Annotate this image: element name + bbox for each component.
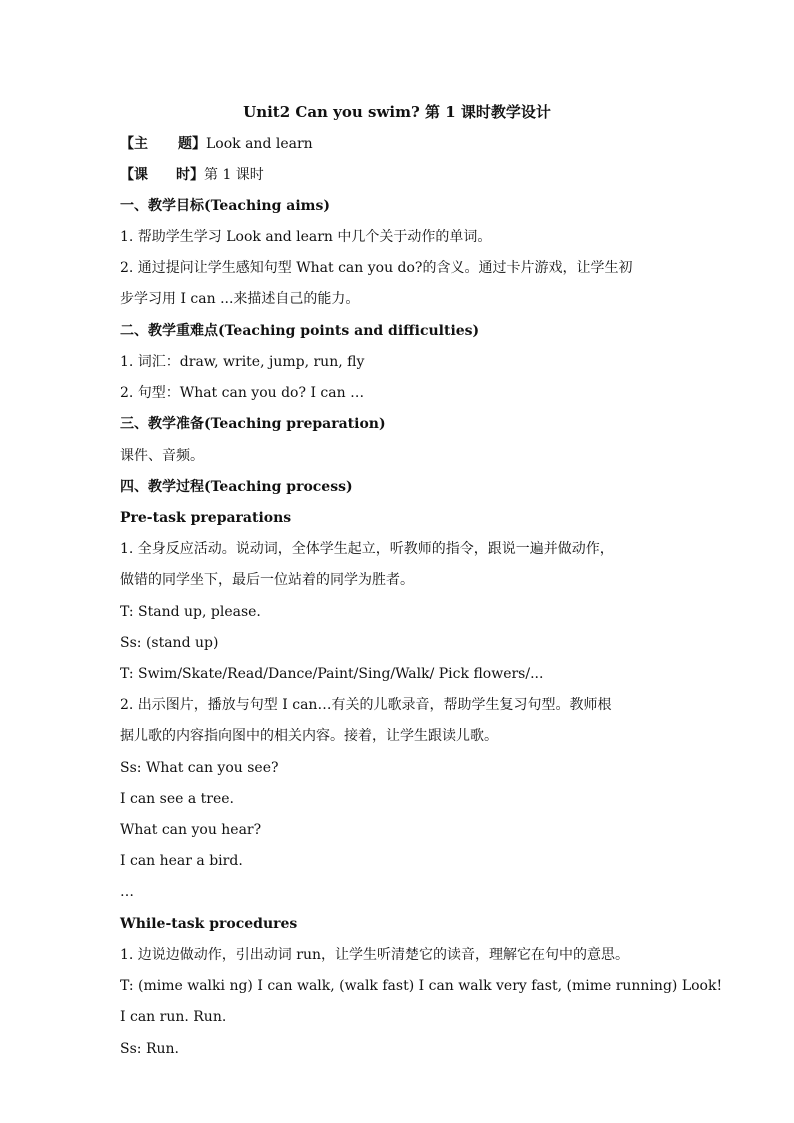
prep-text: 课件、音频。	[120, 448, 204, 464]
aim-2-line-1: 2. 通过提问让学生感知句型 What can you do?的含义。通过卡片游戏，让学生初	[120, 260, 633, 276]
aim-2-line-2: 步学习用 I can ...来描述自己的能力。	[120, 291, 360, 307]
pre-ellipsis: …	[120, 884, 134, 900]
pre-teacher-1: T: Stand up, please.	[120, 604, 261, 620]
period-label-b: 时】	[176, 167, 204, 183]
pre-1-line-1: 1. 全身反应活动。说动词，全体学生起立，听教师的指令，跟说一遍并做动作，	[120, 541, 614, 557]
topic-value: Look and learn	[206, 136, 313, 152]
point-1: 1. 词汇：draw, write, jump, run, fly	[120, 354, 365, 370]
pre-hear-question: What can you hear?	[120, 822, 262, 838]
pre-see: I can see a tree.	[120, 791, 234, 807]
aim-1: 1. 帮助学生学习 Look and learn 中几个关于动作的单词。	[120, 229, 492, 245]
pre-2-line-2: 据儿歌的内容指向图中的相关内容。接着，让学生跟读儿歌。	[120, 728, 498, 744]
pre-1-line-2: 做错的同学坐下，最后一位站着的同学为胜者。	[120, 572, 414, 588]
while-teacher-2: I can run. Run.	[120, 1009, 227, 1025]
topic-label-a: 【主	[120, 136, 148, 152]
prep-heading: 三、教学准备(Teaching preparation)	[120, 416, 386, 432]
pre-task-heading: Pre-task preparations	[120, 510, 292, 526]
document-title: Unit2 Can you swim? 第 1 课时教学设计	[243, 103, 551, 121]
aims-heading: 一、教学目标(Teaching aims)	[120, 198, 330, 214]
pre-students-2: Ss: What can you see?	[120, 760, 279, 776]
topic-label-b: 题】	[178, 136, 206, 152]
period-label-a: 【课	[120, 167, 148, 183]
pre-teacher-2: T: Swim/Skate/Read/Dance/Paint/Sing/Walk/ Pick flowers/...	[120, 666, 544, 682]
pre-hear-answer: I can hear a bird.	[120, 853, 243, 869]
pre-2-line-1: 2. 出示图片，播放与句型 I can…有关的儿歌录音，帮助学生复习句型。教师根	[120, 697, 612, 713]
point-2: 2. 句型：What can you do? I can …	[120, 385, 365, 401]
while-teacher-1: T: (mime walki ng) I can walk, (walk fast) I can walk very fast, (mime running) Look!	[120, 978, 723, 994]
while-task-heading: While-task procedures	[120, 916, 298, 932]
points-heading: 二、教学重难点(Teaching points and difficulties)	[120, 323, 480, 339]
while-students: Ss: Run.	[120, 1041, 179, 1057]
topic-line	[120, 135, 313, 153]
process-heading: 四、教学过程(Teaching process)	[120, 479, 353, 495]
period-value: 第 1 课时	[204, 167, 264, 183]
period-line	[120, 166, 264, 184]
pre-students-1: Ss: (stand up)	[120, 635, 219, 651]
while-1: 1. 边说边做动作，引出动词 run，让学生听清楚它的读音，理解它在句中的意思。	[120, 947, 629, 963]
